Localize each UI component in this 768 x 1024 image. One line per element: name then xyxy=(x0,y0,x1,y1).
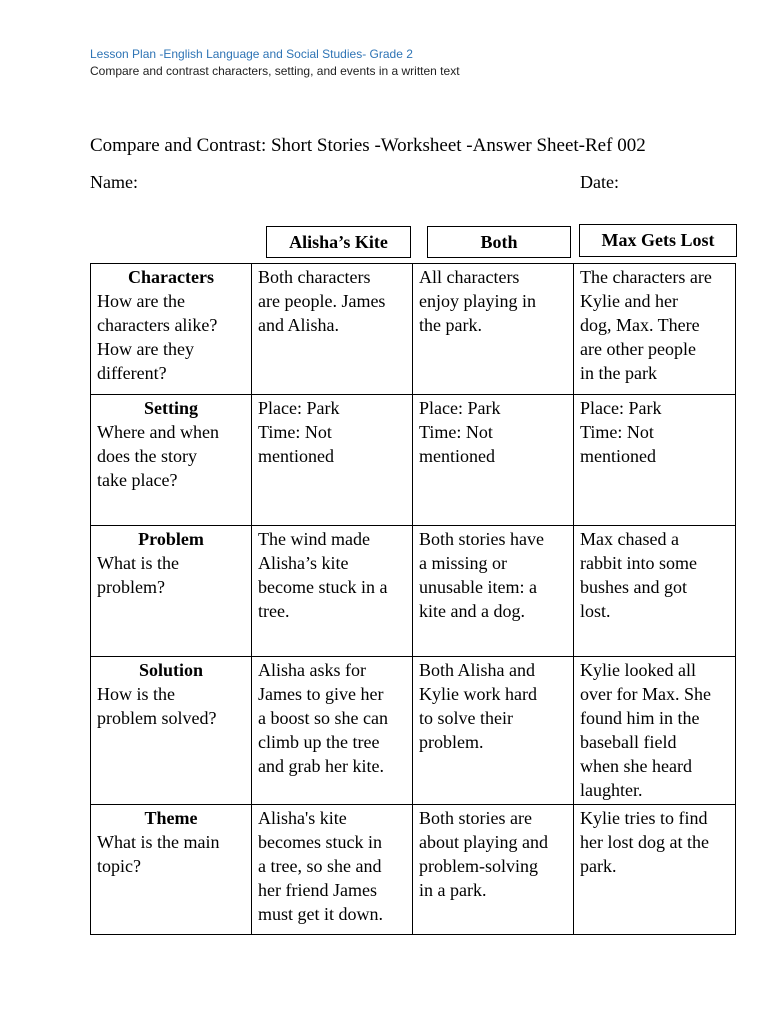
answer-line: a tree, so she and xyxy=(258,856,382,876)
row-question-line: problem? xyxy=(97,577,165,597)
answer-line: Alisha’s kite xyxy=(258,553,349,573)
answer-line: park. xyxy=(580,856,617,876)
answer-cell xyxy=(413,657,574,805)
column-header-max-gets-lost: Max Gets Lost xyxy=(579,224,737,257)
answer-line: her friend James xyxy=(258,880,377,900)
answer-line: rabbit into some xyxy=(580,553,697,573)
lesson-plan-header: Lesson Plan -English Language and Social Studies- Grade 2 xyxy=(90,47,413,61)
answer-line: and grab her kite. xyxy=(258,756,384,776)
answer-line: are people. James xyxy=(258,291,386,311)
column-header-alishas-kite: Alisha’s Kite xyxy=(266,226,411,258)
table-row xyxy=(91,264,736,395)
row-title: Problem xyxy=(138,529,204,549)
answer-line: about playing and xyxy=(419,832,548,852)
row-header-cell xyxy=(91,657,252,805)
answer-cell xyxy=(252,264,413,395)
row-question-line: How are they xyxy=(97,339,194,359)
row-title: Theme xyxy=(144,808,198,828)
answer-line: Kylie work hard xyxy=(419,684,537,704)
answer-line: James to give her xyxy=(258,684,384,704)
name-label: Name: xyxy=(90,172,138,192)
row-header-cell xyxy=(91,395,252,526)
answer-line: The wind made xyxy=(258,529,370,549)
answer-line: mentioned xyxy=(258,446,334,466)
answer-line: found him in the xyxy=(580,708,700,728)
answer-line: dog, Max. There xyxy=(580,315,700,335)
table-row xyxy=(91,395,736,526)
answer-line: Kylie looked all xyxy=(580,660,696,680)
answer-line: Kylie tries to find xyxy=(580,808,708,828)
row-question-line: Where and when xyxy=(97,422,219,442)
answer-line: problem. xyxy=(419,732,484,752)
answer-line: becomes stuck in xyxy=(258,832,382,852)
answer-line: Max chased a xyxy=(580,529,679,549)
answer-line: Both characters xyxy=(258,267,371,287)
row-header-cell xyxy=(91,264,252,395)
answer-line: over for Max. She xyxy=(580,684,711,704)
lesson-objective: Compare and contrast characters, setting, and events in a written text xyxy=(90,64,460,78)
answer-line: laughter. xyxy=(580,780,643,800)
answer-line: Place: Park xyxy=(580,398,662,418)
row-question-line: problem solved? xyxy=(97,708,217,728)
row-question-line: topic? xyxy=(97,856,141,876)
answer-line: Place: Park xyxy=(258,398,340,418)
row-question-line: characters alike? xyxy=(97,315,218,335)
date-label: Date: xyxy=(580,172,619,192)
row-question-line: How is the xyxy=(97,684,175,704)
answer-cell xyxy=(252,805,413,935)
row-header-cell xyxy=(91,526,252,657)
answer-line: unusable item: a xyxy=(419,577,537,597)
answer-line: Kylie and her xyxy=(580,291,678,311)
table-row xyxy=(91,657,736,805)
answer-line: a boost so she can xyxy=(258,708,388,728)
worksheet-title: Compare and Contrast: Short Stories -Worksheet -Answer Sheet-Ref 002 xyxy=(90,135,646,156)
answer-cell xyxy=(252,395,413,526)
answer-cell xyxy=(252,526,413,657)
table-row xyxy=(91,805,736,935)
row-question-line: How are the xyxy=(97,291,185,311)
answer-line: baseball field xyxy=(580,732,677,752)
answer-line: in the park xyxy=(580,363,657,383)
compare-contrast-table xyxy=(90,263,736,935)
answer-line: Both Alisha and xyxy=(419,660,535,680)
row-header-cell xyxy=(91,805,252,935)
answer-line: All characters xyxy=(419,267,520,287)
row-title: Solution xyxy=(138,660,204,680)
column-header-both: Both xyxy=(427,226,571,258)
answer-line: lost. xyxy=(580,601,611,621)
answer-line: must get it down. xyxy=(258,904,383,924)
answer-line: kite and a dog. xyxy=(419,601,525,621)
answer-line: enjoy playing in xyxy=(419,291,536,311)
answer-line: to solve their xyxy=(419,708,513,728)
table-row xyxy=(91,526,736,657)
answer-line: when she heard xyxy=(580,756,692,776)
answer-cell xyxy=(413,264,574,395)
answer-cell xyxy=(574,657,736,805)
row-title: Setting xyxy=(144,398,198,418)
answer-line: Time: Not xyxy=(258,422,332,442)
answer-line: Both stories have xyxy=(419,529,544,549)
answer-line: Alisha asks for xyxy=(258,660,366,680)
answer-line: become stuck in a xyxy=(258,577,388,597)
answer-line: Time: Not xyxy=(419,422,493,442)
answer-line: her lost dog at the xyxy=(580,832,709,852)
row-title: Characters xyxy=(128,267,214,287)
answer-line: and Alisha. xyxy=(258,315,339,335)
answer-line: in a park. xyxy=(419,880,487,900)
row-question-line: different? xyxy=(97,363,167,383)
answer-line: Time: Not xyxy=(580,422,654,442)
answer-cell xyxy=(413,805,574,935)
answer-line: problem-solving xyxy=(419,856,538,876)
answer-line: climb up the tree xyxy=(258,732,380,752)
answer-line: tree. xyxy=(258,601,290,621)
answer-cell xyxy=(574,805,736,935)
row-question-line: What is the xyxy=(97,553,179,573)
row-question-line: does the story xyxy=(97,446,197,466)
answer-cell xyxy=(574,395,736,526)
answer-cell xyxy=(413,395,574,526)
answer-line: a missing or xyxy=(419,553,507,573)
answer-line: Place: Park xyxy=(419,398,501,418)
answer-line: mentioned xyxy=(580,446,656,466)
answer-cell xyxy=(252,657,413,805)
row-question-line: What is the main xyxy=(97,832,220,852)
answer-line: the park. xyxy=(419,315,482,335)
answer-line: bushes and got xyxy=(580,577,687,597)
answer-line: The characters are xyxy=(580,267,712,287)
answer-line: Alisha's kite xyxy=(258,808,347,828)
row-question-line: take place? xyxy=(97,470,178,490)
answer-line: are other people xyxy=(580,339,696,359)
answer-line: mentioned xyxy=(419,446,495,466)
answer-line: Both stories are xyxy=(419,808,532,828)
answer-cell xyxy=(413,526,574,657)
answer-cell xyxy=(574,264,736,395)
answer-cell xyxy=(574,526,736,657)
